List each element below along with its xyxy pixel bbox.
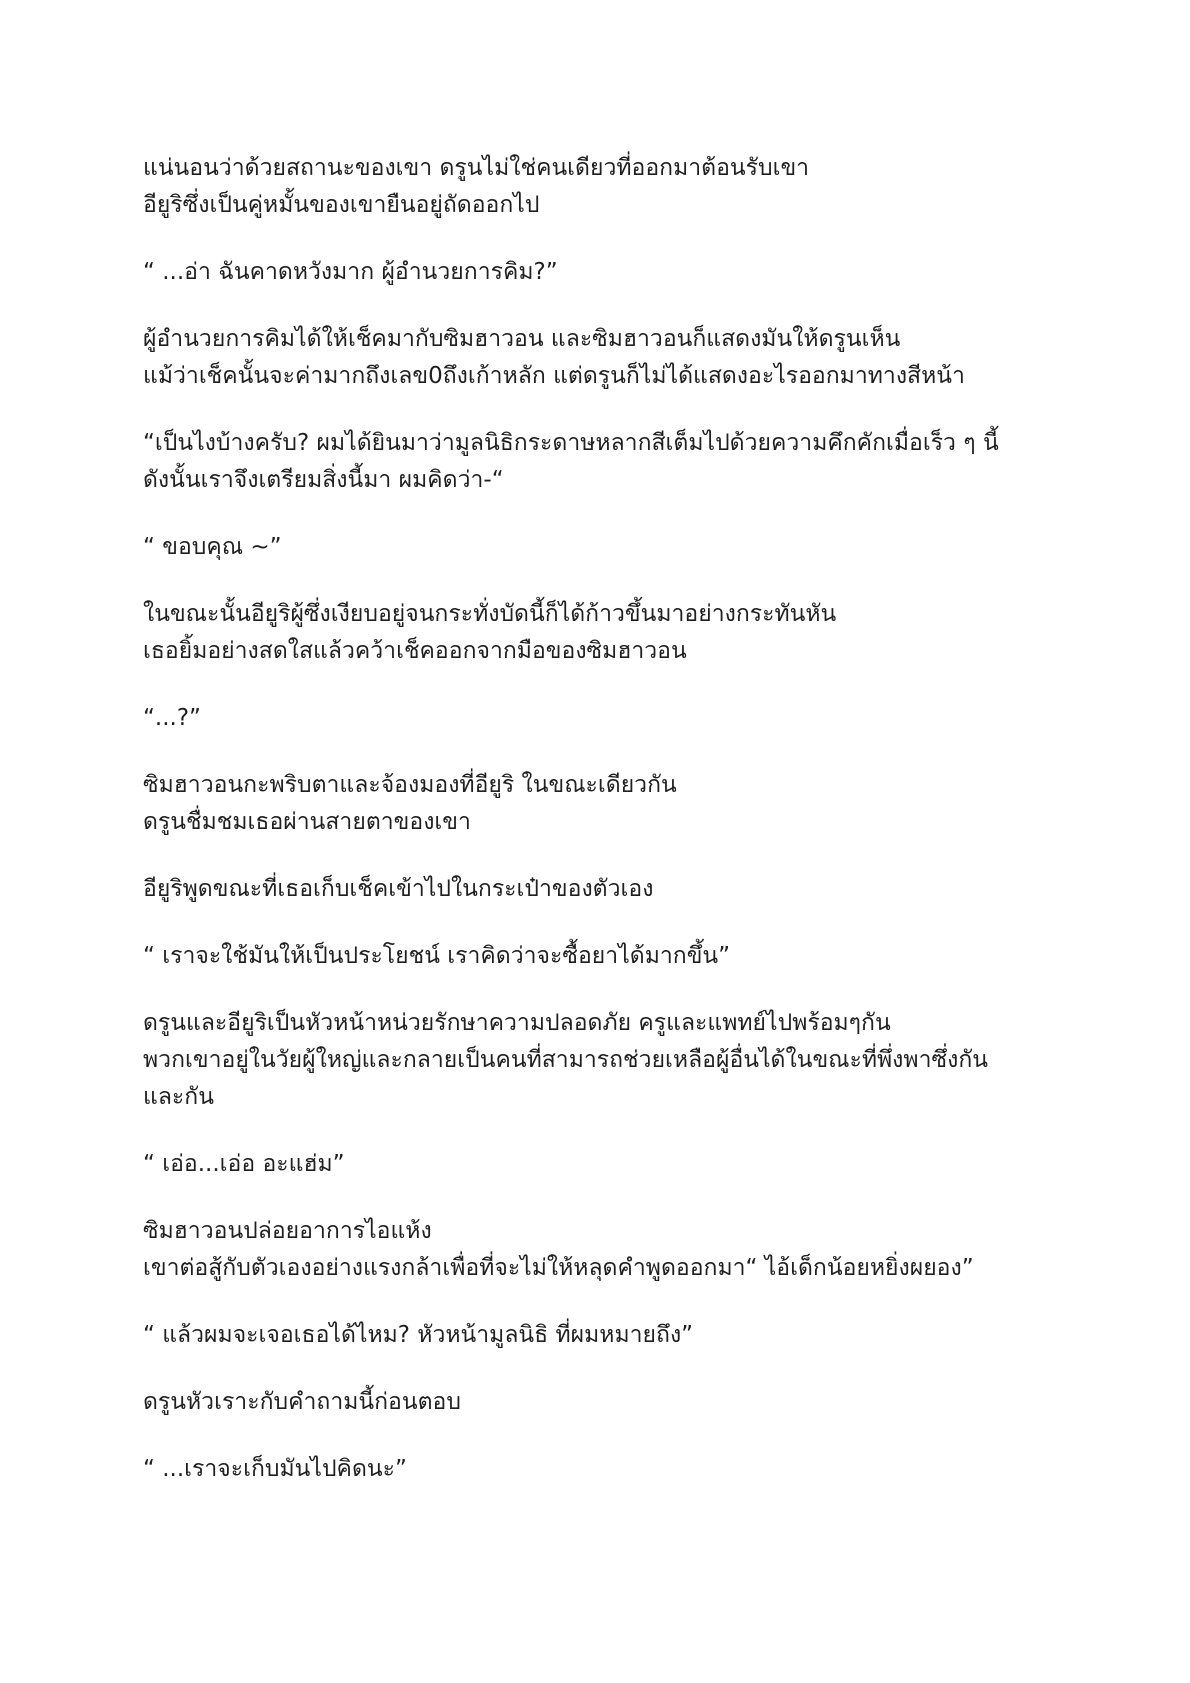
text-line: ดรูนหัวเราะกับคำถามนี้ก่อนตอบ: [143, 1389, 461, 1415]
paragraph: [143, 1384, 1063, 1421]
text-line: เขาต่อสู้กับตัวเองอย่างแรงกล้าเพื่อที่จะไม่ให้หลุดคำพูดออกมา“ ไอ้เด็กน้อยหยิ่งผยอง”: [143, 1255, 974, 1281]
text-line: “...?”: [143, 705, 201, 731]
text-line: “ ...เราจะเก็บมันไปคิดนะ”: [143, 1456, 407, 1482]
dialogue-paragraph: [143, 425, 1063, 499]
text-line: “ ขอบคุณ ~”: [143, 534, 282, 560]
paragraph: [143, 1213, 1063, 1287]
paragraph: [143, 1005, 1063, 1116]
dialogue-paragraph: [143, 1451, 1063, 1488]
text-line: ดังนั้นเราจึงเตรียมสิ่งนี้มา ผมคิดว่า-“: [143, 467, 504, 493]
text-line: “ แล้วผมจะเจอเธอได้ไหม? หัวหน้ามูลนิธิ ที่ผมหมายถึง”: [143, 1322, 694, 1348]
dialogue-paragraph: [143, 938, 1063, 975]
text-line: แน่นอนว่าด้วยสถานะของเขา ดรูนไม่ใช่คนเดียวที่ออกมาต้อนรับเขา: [143, 155, 810, 181]
text-line: เธอยิ้มอย่างสดใสแล้วคว้าเช็คออกจากมือของซิมฮาวอน: [143, 638, 687, 664]
dialogue-paragraph: [143, 529, 1063, 566]
text-line: ดรูนและอียูริเป็นหัวหน้าหน่วยรักษาความปลอดภัย ครูและแพทย์ไปพร้อมๆกัน: [143, 1010, 891, 1036]
dialogue-paragraph: [143, 700, 1063, 737]
paragraph: [143, 767, 1063, 841]
text-line: อียูริพูดขณะที่เธอเก็บเช็คเข้าไปในกระเป๋าของตัวเอง: [143, 876, 654, 902]
dialogue-paragraph: [143, 1146, 1063, 1183]
text-line: “ ...อ่า ฉันคาดหวังมาก ผู้อำนวยการคิม?”: [143, 259, 558, 285]
text-line: “ เอ่อ...เอ่อ อะแฮ่ม”: [143, 1151, 345, 1177]
dialogue-paragraph: [143, 1317, 1063, 1354]
text-line: อียูริซึ่งเป็นคู่หมั้นของเขายืนอยู่ถัดออกไป: [143, 192, 540, 218]
paragraph: [143, 596, 1063, 670]
text-line: ผู้อำนวยการคิมได้ให้เช็คมากับซิมฮาวอน และซิมฮาวอนก็แสดงมันให้ดรูนเห็น: [143, 326, 901, 352]
text-line: พวกเขาอยู่ในวัยผู้ใหญ่และกลายเป็นคนที่สามารถช่วยเหลือผู้อื่นได้ในขณะที่พึ่งพาซึ่งกัน: [143, 1047, 988, 1073]
text-line: แม้ว่าเช็คนั้นจะค่ามากถึงเลข0ถึงเก้าหลัก แต่ดรูนก็ไม่ได้แสดงอะไรออกมาทางสีหน้า: [143, 363, 965, 389]
text-line: และกัน: [143, 1084, 214, 1110]
text-line: “เป็นไงบ้างครับ? ผมได้ยินมาว่ามูลนิธิกระดาษหลากสีเต็มไปด้วยความคึกคักเมื่อเร็ว ๆ นี้: [143, 430, 999, 456]
text-line: ซิมฮาวอนกะพริบตาและจ้องมองที่อียูริ ในขณะเดียวกัน: [143, 772, 677, 798]
text-line: ดรูนชื่มชมเธอผ่านสายตาของเขา: [143, 809, 471, 835]
paragraph: [143, 150, 1063, 224]
text-line: “ เราจะใช้มันให้เป็นประโยชน์ เราคิดว่าจะซื้อยาได้มากขึ้น”: [143, 943, 731, 969]
paragraph: [143, 871, 1063, 908]
dialogue-paragraph: [143, 254, 1063, 291]
text-line: ซิมฮาวอนปล่อยอาการไอแห้ง: [143, 1218, 432, 1244]
story-text: [143, 150, 1063, 1518]
text-line: ในขณะนั้นอียูริผู้ซึ่งเงียบอยู่จนกระทั่งบัดนี้ก็ได้ก้าวขึ้นมาอย่างกระทันหัน: [143, 601, 837, 627]
paragraph: [143, 321, 1063, 395]
